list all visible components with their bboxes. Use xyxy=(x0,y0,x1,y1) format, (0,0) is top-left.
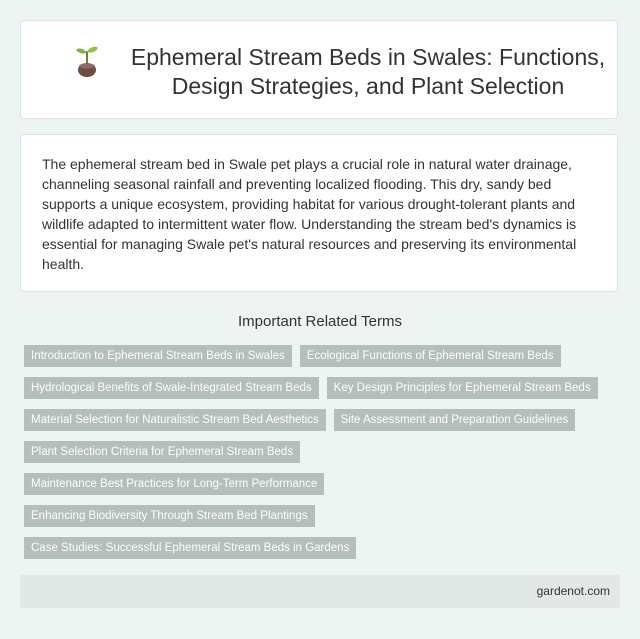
intro-card xyxy=(20,134,618,292)
related-term-tag[interactable]: Introduction to Ephemeral Stream Beds in Swales xyxy=(24,345,292,367)
related-term-tag[interactable]: Maintenance Best Practices for Long-Term Performance xyxy=(24,473,324,495)
title-card xyxy=(20,20,618,119)
related-term-tag[interactable]: Hydrological Benefits of Swale-Integrated Stream Beds xyxy=(24,377,319,399)
footer-bar xyxy=(20,575,620,608)
title-wrap xyxy=(73,43,613,101)
related-terms-list xyxy=(24,345,624,569)
related-term-tag[interactable]: Ecological Functions of Ephemeral Stream Beds xyxy=(300,345,561,367)
footer-site-link[interactable]: gardenot.com xyxy=(536,584,610,598)
page-title: Ephemeral Stream Beds in Swales: Functions, Design Strategies, and Plant Selection xyxy=(130,44,606,99)
sprout-icon xyxy=(73,43,101,77)
intro-paragraph: The ephemeral stream bed in Swale pet plays a crucial role in natural water drainage, channeling seasonal rainfall and preventing localized flooding. This dry, sandy bed supports a unique ecosystem, providing habitat for various drought-tolerant plants and wildlife adapted to intermittent water flow. Understanding the stream bed's dynamics is essential for managing Swale pet's natural resources and preserving its environmental health. xyxy=(42,156,577,272)
related-term-tag[interactable]: Key Design Principles for Ephemeral Stream Beds xyxy=(327,377,598,399)
related-term-tag[interactable]: Material Selection for Naturalistic Stream Bed Aesthetics xyxy=(24,409,326,431)
related-term-tag[interactable]: Plant Selection Criteria for Ephemeral Stream Beds xyxy=(24,441,300,463)
related-term-tag[interactable]: Site Assessment and Preparation Guidelines xyxy=(334,409,576,431)
related-term-tag[interactable]: Case Studies: Successful Ephemeral Stream Beds in Gardens xyxy=(24,537,356,559)
related-term-tag[interactable]: Enhancing Biodiversity Through Stream Bed Plantings xyxy=(24,505,315,527)
related-terms-heading: Important Related Terms xyxy=(238,313,402,330)
